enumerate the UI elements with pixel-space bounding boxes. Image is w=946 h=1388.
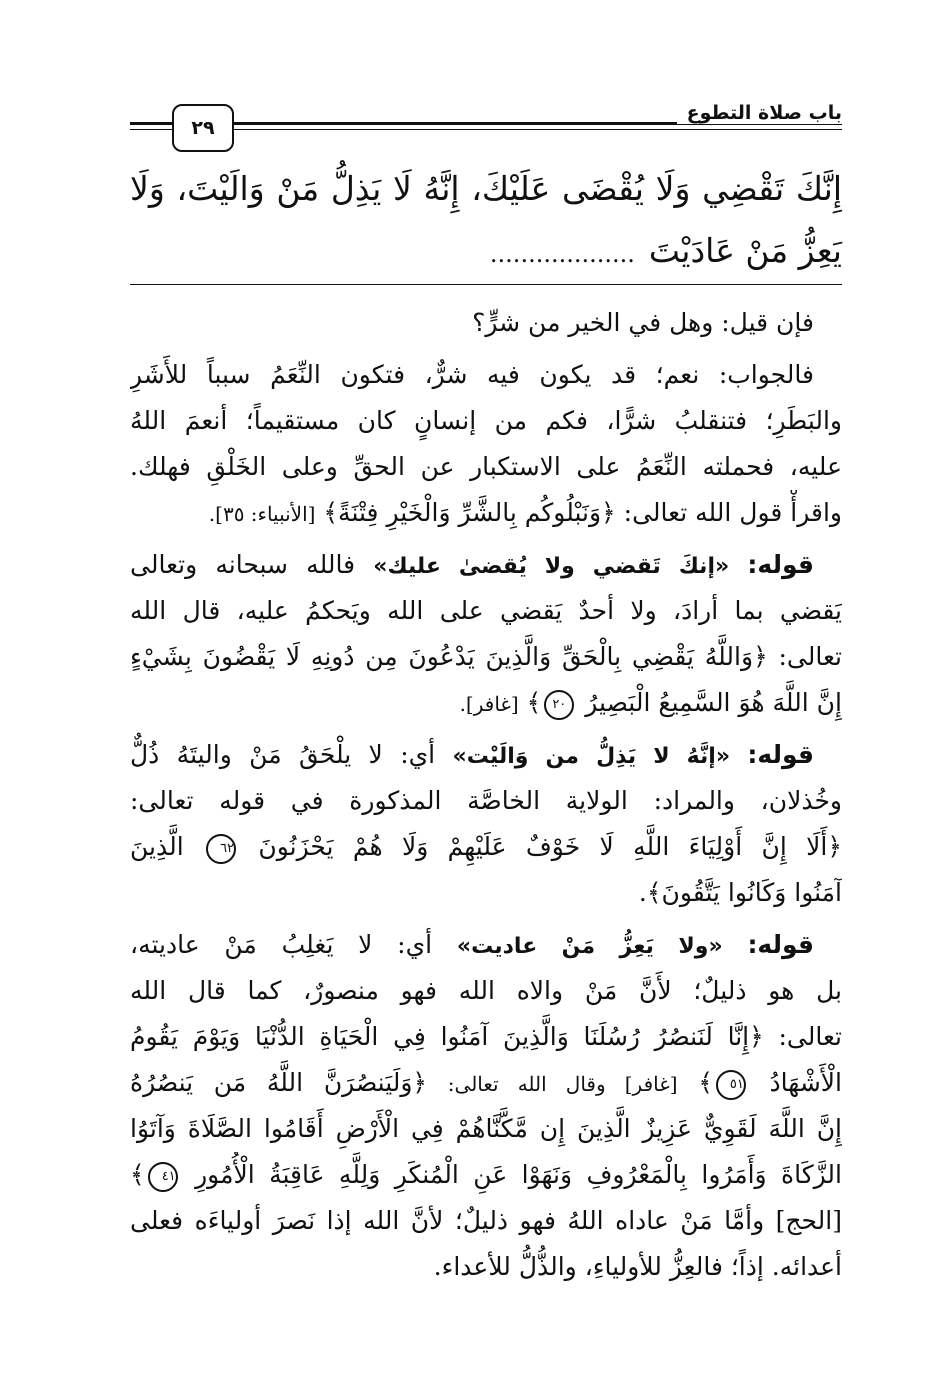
chapter-title: باب صلاة التطوع: [677, 102, 842, 124]
qawluhu-label: قوله:: [747, 550, 814, 579]
p4-line-3: [130, 824, 842, 870]
p2-line-4-text: واقرأْ قول الله تعالى:: [623, 498, 842, 527]
p3-line-1-text: فالله سبحانه وتعالى: [130, 550, 356, 579]
p5-line-5: إِنَّ اللَّهَ لَقَوِيٌّ عَزِيزٌ الَّذِينَ إِن مَّكَّنَّاهُمْ فِي الْأَرْضِ أَقَامُوا الصَّلَاةَ وَآتَوُا: [130, 1114, 842, 1143]
page-number: ٢٩: [172, 104, 234, 152]
p2-line-2: والبَطَرِ؛ فتنقلبُ شرًّا، فكم من إنسانٍ كان مستقيماً؛ أنعمَ اللهُ: [130, 406, 842, 435]
p3-line-2: يَقضي بما أرادَ، ولا أحدٌ يَقضي على الله ويَحكمُ عليه، قال الله: [130, 596, 842, 625]
qawluhu-label: قوله:: [747, 930, 815, 959]
matn-quote: «إنكَ تَقضي ولا يُقضىٰ عليك»: [373, 554, 730, 579]
p5-line-7: [الحج] وأمَّا مَنْ عاداه اللهُ فهو ذليلٌ؛ لأنَّ الله إذا نَصرَ أولياءَه فعلى: [130, 1206, 842, 1235]
quran-verse-hajj: ﴿وَلَيَنصُرَنَّ اللَّهُ مَن يَنصُرُهُ: [130, 1068, 428, 1097]
ayah-number-marker: ٦٢: [206, 834, 236, 864]
p3-line-4: إِنَّ اللَّهَ هُوَ السَّمِيعُ الْبَصِيرُ ٢٠﴾ [غافر].: [130, 680, 842, 726]
paragraph-question: [130, 300, 842, 346]
quran-verse-yunus-2: الَّذِينَ: [130, 832, 184, 861]
matn-line-2-text: يَعِزُّ مَنْ عَادَيْتَ: [648, 231, 842, 270]
header-rule-thin: [130, 129, 842, 130]
paragraph-qawluhu-3: [130, 922, 842, 1290]
paragraph-answer: [130, 352, 842, 536]
p2-line-1: فالجواب: نعم؛ قد يكون فيه شرٌّ، فتكون النِّعَمُ سبباً للأَشَرِ: [130, 360, 814, 389]
matn-line-1: إِنَّكَ تَقْضِي وَلَا يُقْضَى عَلَيْكَ، إِنَّهُ لَا يَذِلُّ مَنْ وَالَيْتَ، وَلَا: [130, 169, 842, 208]
p5-line-1-text: أي: لا يَغلِبُ مَنْ عاديته،: [130, 930, 433, 959]
p5-line-2: بل هو ذليلٌ؛ لأَنَّ مَنْ والاه الله فهو منصورٌ، كما قال الله: [130, 976, 842, 1005]
p3-line-3: [130, 634, 842, 680]
paragraph-qawluhu-2: [130, 732, 842, 916]
quran-verse-hajj-cont: الزَّكَاةَ وَأَمَرُوا بِالْمَعْرُوفِ وَنَهَوْا عَنِ الْمُنكَرِ وَلِلَّهِ عَاقِبَةُ الْأُمُورِ: [195, 1160, 842, 1189]
matn-dots: ...................: [489, 240, 635, 268]
quran-verse-ghafir: ﴿وَاللَّهُ يَقْضِي بِالْحَقِّ وَالَّذِينَ يَدْعُونَ مِن دُونِهِ لَا يَقْضُونَ بِشَيْءٍ: [130, 642, 768, 671]
matn-text: [130, 158, 842, 282]
paragraph-qawluhu-1: [130, 542, 842, 726]
matn-quote: «ولا يَعِزُّ مَنْ عاديت»: [456, 934, 723, 959]
ayah-number-marker: ٢٠: [544, 690, 574, 720]
p5-line-4: الْأَشْهَادُ ٥١﴾ [غافر] وقال الله تعالى: ﴿وَلَيَنصُرَنَّ اللَّهُ مَن يَنصُرُهُ: [130, 1060, 842, 1106]
quran-verse-yunus: ﴿أَلَا إِنَّ أَوْلِيَاءَ اللَّهِ لَا خَوْفٌ عَلَيْهِمْ وَلَا هُمْ يَحْزَنُونَ: [258, 832, 842, 861]
quran-verse-anbiya: ﴿وَنَبْلُوكُم بِالشَّرِّ وَالْخَيْرِ فِتْنَةً﴾: [323, 498, 616, 527]
p5-line-8: أعدائه. إذاً؛ فالعِزُّ للأولياءِ، والذُّلُّ للأعداء.: [433, 1252, 842, 1281]
quran-verse-ghafir-cont: إِنَّ اللَّهَ هُوَ السَّمِيعُ الْبَصِيرُ: [585, 688, 842, 717]
ayah-number-marker: ٥١: [716, 1070, 746, 1100]
p4-line-4: آمَنُوا وَكَانُوا يَتَّقُونَ﴾.: [638, 878, 842, 907]
qawluhu-label: قوله:: [747, 740, 814, 769]
matn-line-2: [130, 220, 842, 282]
p4-line-2: وخُذلان، والمراد: الولاية الخاصَّة المذكورة في قوله تعالى:: [130, 786, 842, 815]
p3-line-3-text: تعالى:: [778, 642, 842, 671]
page-header: [130, 100, 842, 152]
verse-reference: [الأنبياء: ٣٥].: [208, 502, 316, 526]
p5-line-1: [130, 922, 842, 968]
verse-reference: [غافر] وقال الله تعالى:: [447, 1072, 678, 1096]
p2-line-3: عليه، فحملته النِّعَمُ على الاستكبار عن الحقِّ وعلى الخَلْقِ فهلك.: [130, 452, 842, 481]
p5-line-3: [130, 1014, 842, 1060]
verse-reference: [غافر].: [459, 692, 519, 716]
quran-verse-ghafir-51: ﴿إِنَّا لَنَنصُرُ رُسُلَنَا وَالَّذِينَ آمَنُوا فِي الْحَيَاةِ الدُّنْيَا وَيَوْمَ يَقُومُ: [130, 1022, 764, 1051]
p5-line-6: الزَّكَاةَ وَأَمَرُوا بِالْمَعْرُوفِ وَنَهَوْا عَنِ الْمُنكَرِ وَلِلَّهِ عَاقِبَةُ الْأُمُورِ ٤١﴾: [130, 1152, 842, 1198]
commentary: [130, 300, 842, 1296]
p4-line-1: [130, 732, 842, 778]
matn-separator: [130, 284, 842, 285]
ayah-number-marker: ٤١: [148, 1162, 178, 1192]
p1-line-1: فإن قيل: وهل في الخير من شرٍّ؟: [472, 308, 814, 337]
quran-verse-ghafir-51-cont: الْأَشْهَادُ: [769, 1068, 842, 1097]
p2-line-4: [130, 490, 842, 536]
p3-line-1: [130, 542, 842, 588]
p4-line-1-text: أي: لا يلْحَقُ مَنْ واليتَهُ ذُلٌّ: [130, 740, 436, 769]
matn-quote: «إنَّهُ لا يَذِلُّ من وَالَيْت»: [452, 744, 731, 769]
p5-line-3-text: تعالى:: [778, 1022, 842, 1051]
